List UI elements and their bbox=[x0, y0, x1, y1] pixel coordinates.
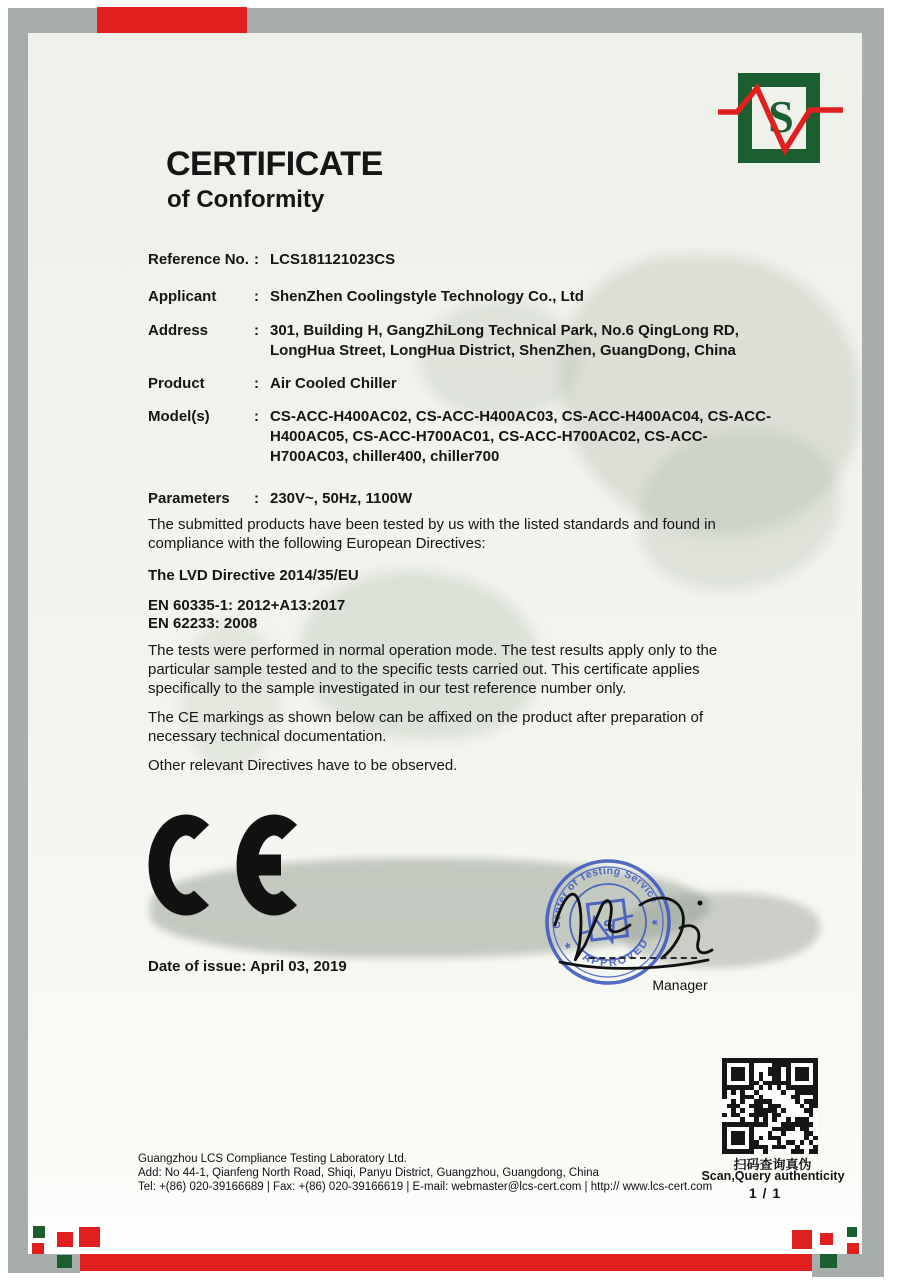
corner-square bbox=[57, 1232, 73, 1247]
field-label: Reference No. bbox=[148, 251, 249, 268]
certificate-subtitle: of Conformity bbox=[167, 186, 325, 213]
paragraph-ce-markings: The CE markings as shown below can be affixed on the product after preparation of necessary technical documentation. bbox=[148, 709, 704, 745]
date-of-issue: Date of issue: April 03, 2019 bbox=[148, 958, 347, 975]
field-colon: : bbox=[254, 375, 259, 392]
stamp-arc-top-text: Center of Testing Service bbox=[550, 864, 661, 930]
lcs-logo-icon bbox=[710, 62, 850, 170]
corner-square bbox=[33, 1226, 45, 1238]
qr-caption-en: Scan,Query authenticity bbox=[701, 1169, 845, 1183]
field-value: LCS181121023CS bbox=[270, 251, 396, 268]
field-label: Address bbox=[148, 322, 209, 339]
top-red-accent bbox=[97, 7, 247, 33]
footer-company: Guangzhou LCS Compliance Testing Laboratory Ltd. bbox=[138, 1153, 407, 1165]
field-parameters bbox=[148, 489, 778, 509]
manager-signature bbox=[540, 870, 730, 990]
field-colon: : bbox=[254, 288, 259, 305]
ce-marking-icon bbox=[148, 812, 303, 918]
signer-title: Manager bbox=[652, 977, 708, 993]
qr-caption-zh: 扫码查询真伪 bbox=[733, 1157, 812, 1172]
corner-square bbox=[820, 1254, 837, 1268]
field-label: Parameters bbox=[148, 490, 230, 507]
border-right-bar bbox=[862, 8, 884, 1277]
certificate-title: CERTIFICATE bbox=[166, 145, 383, 183]
stamp-star: * bbox=[563, 939, 574, 958]
corner-square bbox=[57, 1255, 72, 1268]
qr-code bbox=[722, 1058, 818, 1154]
corner-square bbox=[79, 1227, 100, 1247]
field-models bbox=[148, 407, 778, 467]
field-value: Air Cooled Chiller bbox=[270, 375, 397, 392]
border-left-bar bbox=[8, 8, 28, 1273]
corner-square bbox=[32, 1243, 44, 1254]
standard-line: EN 62233: 2008 bbox=[148, 615, 258, 632]
field-reference-no bbox=[148, 250, 778, 270]
lcs-logo-s: S bbox=[768, 91, 794, 142]
footer bbox=[138, 1152, 712, 1194]
field-colon: : bbox=[254, 408, 259, 425]
field-product bbox=[148, 374, 778, 394]
corner-square bbox=[847, 1243, 859, 1254]
paragraph-tests: The tests were performed in normal operation mode. The test results apply only to the particular sample tested and to the specific tests carried out. This certificate applies specifically to the sample investigated in our test reference number only. bbox=[148, 642, 718, 697]
field-colon: : bbox=[254, 490, 259, 507]
field-value: 230V~, 50Hz, 1100W bbox=[270, 490, 413, 507]
paragraph-other-directives: Other relevant Directives have to be observed. bbox=[148, 757, 458, 774]
stamp-star: * bbox=[650, 916, 661, 935]
page-indicator: 1 / 1 bbox=[748, 1185, 782, 1201]
bottom-red-bar bbox=[80, 1254, 812, 1271]
field-colon: : bbox=[254, 322, 259, 339]
signature-line bbox=[589, 957, 697, 959]
field-applicant bbox=[148, 287, 778, 307]
stamp-arc-bottom-text: APPROVED bbox=[580, 935, 652, 970]
footer-contact: Tel: +(86) 020-39166689 | Fax: +(86) 020-39166619 | E-mail: webmaster@lcs-cert.com | http:// www.lcs-cert.com bbox=[138, 1181, 713, 1193]
corner-square bbox=[820, 1233, 833, 1245]
field-value: 301, Building H, GangZhiLong Technical Park, No.6 QingLong RD, LongHua Street, LongHua District, ShenZhen, GuangDong, China bbox=[270, 322, 739, 359]
stamp-logo-s: S bbox=[601, 916, 617, 936]
footer-address: Add: No 44-1, Qianfeng North Road, Shiqi, Panyu District, Guangzhou, Guangdong, China bbox=[138, 1167, 599, 1179]
corner-square bbox=[847, 1227, 857, 1237]
corner-square bbox=[792, 1230, 812, 1249]
field-label: Product bbox=[148, 375, 205, 392]
directive-line: The LVD Directive 2014/35/EU bbox=[148, 567, 359, 584]
paragraph-intro: The submitted products have been tested by us with the listed standards and found in compliance with the following European Directives: bbox=[148, 516, 716, 552]
field-label: Applicant bbox=[148, 288, 217, 305]
field-address bbox=[148, 321, 778, 361]
field-value: ShenZhen Coolingstyle Technology Co., Ltd bbox=[270, 288, 584, 305]
field-label: Model(s) bbox=[148, 408, 210, 425]
field-value: CS-ACC-H400AC02, CS-ACC-H400AC03, CS-ACC-H400AC04, CS-ACC-H400AC05, CS-ACC-H700AC01, CS-ACC-H700AC02, CS-ACC-H700AC03, chiller400, chiller700 bbox=[270, 408, 771, 465]
field-colon: : bbox=[254, 251, 259, 268]
standard-line: EN 60335-1: 2012+A13:2017 bbox=[148, 597, 346, 614]
